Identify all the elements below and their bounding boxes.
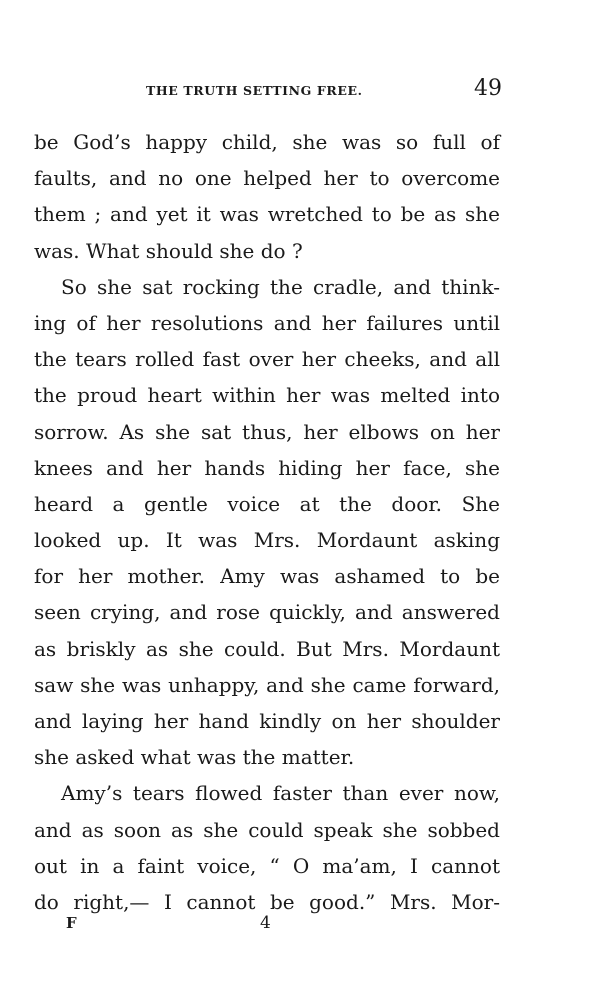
signature-mark: F [66,914,77,932]
text-line: for her mother. Amy was ashamed to be [34,564,500,589]
text-line: was. What should she do ? [34,238,303,263]
signature-number: 4 [260,913,271,933]
text-line: seen crying, and rose quickly, and answered [34,600,500,625]
text-line: and as soon as she could speak she sobbed [34,817,500,842]
body-text [34,124,500,920]
text-line: the proud heart within her was melted into [34,383,500,408]
text-line: ing of her resolutions and her failures until [34,310,500,335]
text-line: heard a gentle voice at the door. She [34,491,500,516]
text-line: knees and her hands hiding her face, she [34,455,500,480]
page-number: 49 [474,76,502,101]
text-line: them ; and yet it was wretched to be as she [34,202,500,227]
text-line: sorrow. As she sat thus, her elbows on her [34,419,500,444]
text-line: she asked what was the matter. [34,745,355,770]
text-line: saw she was unhappy, and she came forward, [34,672,500,697]
text-line: do right,— I cannot be good.” Mrs. Mor- [34,889,500,914]
text-line: and laying her hand kindly on her shoulder [34,709,500,733]
text-line: So she sat rocking the cradle, and think- [61,274,500,299]
running-title: THE TRUTH SETTING FREE. [146,83,363,98]
text-line: as briskly as she could. But Mrs. Mordaunt [34,636,500,661]
text-line: be God’s happy child, she was so full of [34,130,500,154]
text-line: Amy’s tears flowed faster than ever now, [61,781,500,806]
text-line: the tears rolled fast over her cheeks, and all [34,347,500,372]
text-line: out in a faint voice, “ O ma’am, I cannot [34,853,500,878]
text-line: looked up. It was Mrs. Mordaunt asking [34,528,500,553]
text-line: faults, and no one helped her to overcome [34,166,500,191]
